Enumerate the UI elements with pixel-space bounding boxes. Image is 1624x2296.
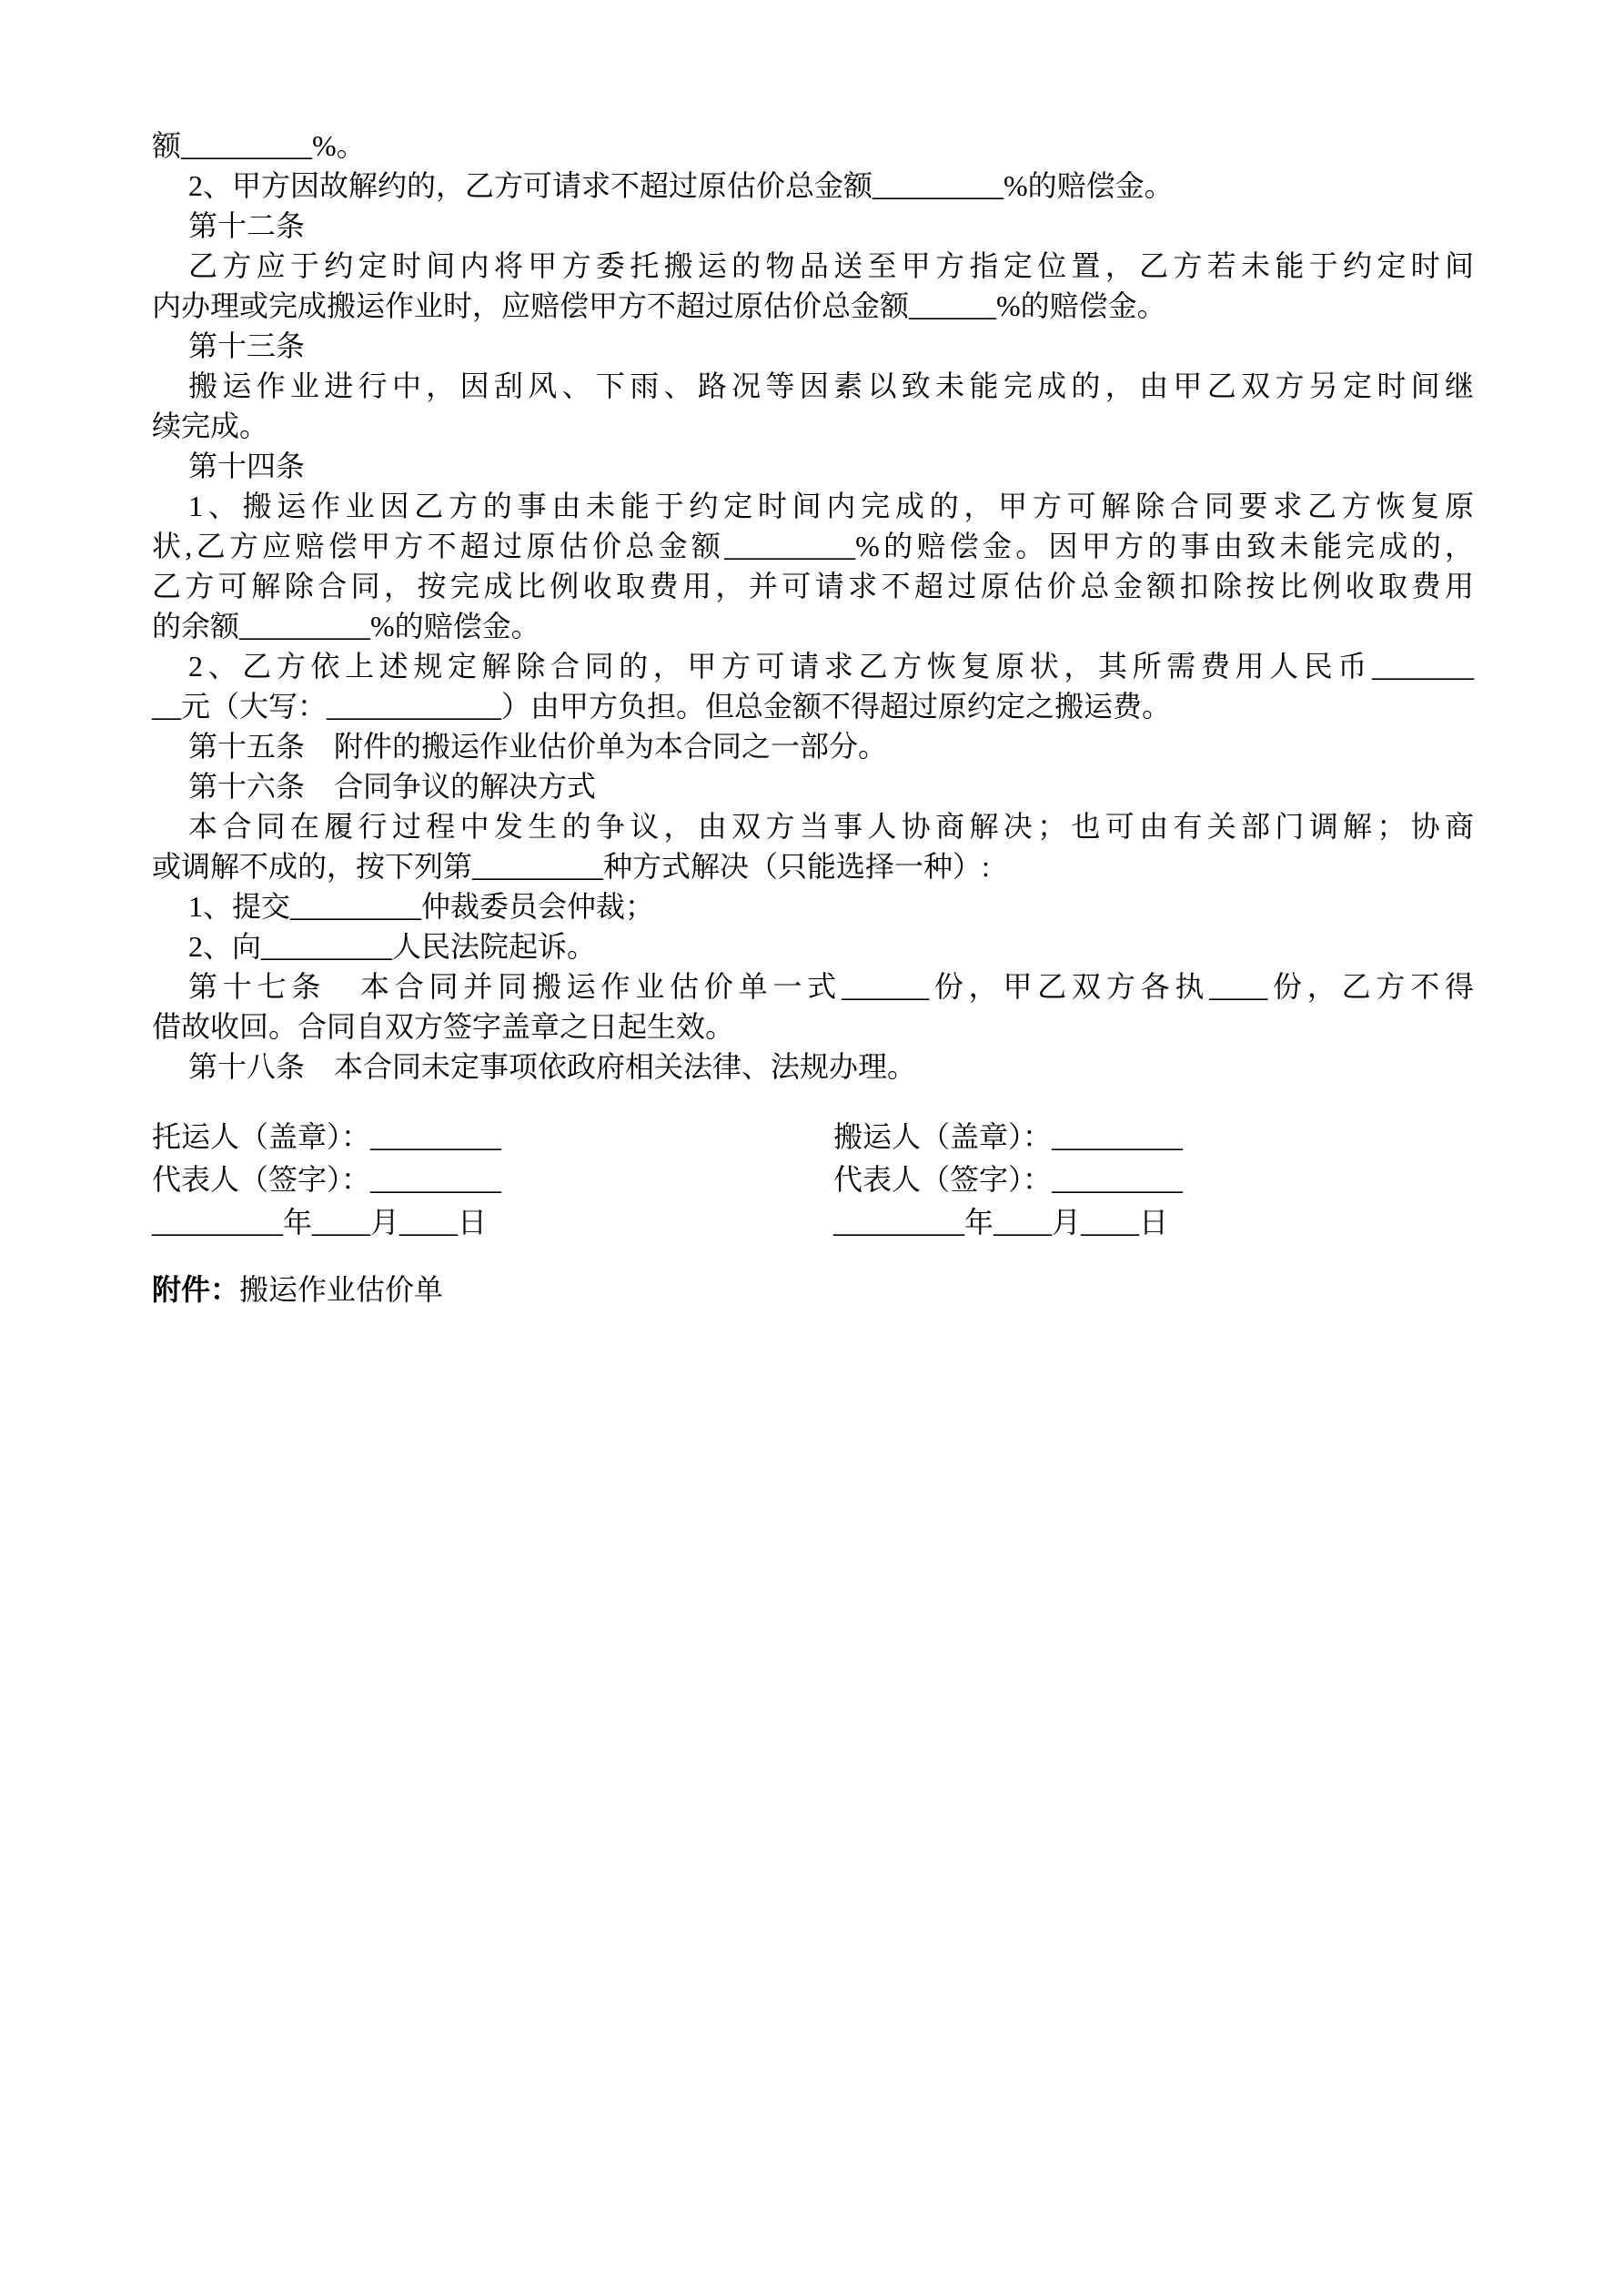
contract-line-continuation: 额_________%。 (152, 129, 366, 162)
signature-row (152, 1201, 1474, 1244)
contract-line: 搬运作业进行中，因刮风、下雨、路况等因素以致未能完成的，由甲乙双方另定时间继 (188, 369, 1474, 402)
consignor-date-field: _________年____月____日 (152, 1206, 488, 1239)
consignor-representative-signature-field: 代表人（签字）：_________ (152, 1163, 502, 1196)
contract-line: 续完成。 (152, 410, 269, 442)
carrier-seal-field: 搬运人（盖章）：_________ (833, 1120, 1184, 1153)
attachment-title: 搬运作业估价单 (239, 1273, 444, 1306)
contract-body (152, 126, 1474, 1310)
carrier-date-field: _________年____月____日 (833, 1206, 1169, 1239)
consignor-seal-field: 托运人（盖章）：_________ (152, 1120, 502, 1153)
contract-line: 乙方应于约定时间内将甲方委托搬运的物品送至甲方指定位置，乙方若未能于约定时间 (188, 249, 1474, 282)
contract-line: 借故收回。合同自双方签字盖章之日起生效。 (152, 1010, 735, 1043)
contract-line: __元（大写：____________）由甲方负担。但总金额不得超过原约定之搬运费。 (152, 690, 1172, 723)
article-15-line: 第十五条 附件的搬运作业估价单为本合同之一部分。 (188, 730, 888, 763)
carrier-representative-signature-field: 代表人（签字）：_________ (833, 1163, 1184, 1196)
article-16-line: 第十六条 合同争议的解决方式 (188, 770, 597, 803)
article-13-heading: 第十三条 (188, 329, 306, 362)
signature-row (152, 1116, 1474, 1158)
attachment-label: 附件： (152, 1273, 240, 1306)
contract-line: 2、乙方依上述规定解除合同的，甲方可请求乙方恢复原状，其所需费用人民币_______ (188, 650, 1474, 683)
arbitration-option-line: 1、提交_________仲裁委员会仲裁； (188, 890, 655, 923)
contract-line: 1、搬运作业因乙方的事由未能于约定时间内完成的，甲方可解除合同要求乙方恢复原 (188, 490, 1474, 522)
contract-line: 2、甲方因故解约的，乙方可请求不超过原估价总金额_________%的赔偿金。 (188, 169, 1174, 202)
contract-line: 或调解不成的，按下列第_________种方式解决（只能选择一种）: (152, 850, 990, 883)
attachment-note (152, 1269, 1474, 1310)
court-option-line: 2、向_________人民法院起诉。 (188, 930, 597, 963)
signature-block (152, 1116, 1474, 1244)
contract-line: 内办理或完成搬运作业时，应赔偿甲方不超过原估价总金额______%的赔偿金。 (152, 289, 1166, 322)
article-12-heading: 第十二条 (188, 209, 306, 242)
signature-row (152, 1158, 1474, 1201)
contract-line: 本合同在履行过程中发生的争议，由双方当事人协商解决；也可由有关部门调解；协商 (188, 810, 1474, 843)
contract-line: 的余额_________%的赔偿金。 (152, 610, 540, 642)
contract-line: 状,乙方应赔偿甲方不超过原估价总金额_________%的赔偿金。因甲方的事由致未能完成的， (152, 530, 1474, 562)
contract-line: 乙方可解除合同，按完成比例收取费用，并可请求不超过原估价总金额扣除按比例收取费用 (152, 570, 1474, 602)
article-18-line: 第十八条 本合同未定事项依政府相关法律、法规办理。 (188, 1050, 917, 1083)
article-14-heading: 第十四条 (188, 450, 306, 482)
article-17-line: 第十七条 本合同并同搬运作业估价单一式______份，甲乙双方各执____份，乙方不得 (188, 970, 1474, 1003)
